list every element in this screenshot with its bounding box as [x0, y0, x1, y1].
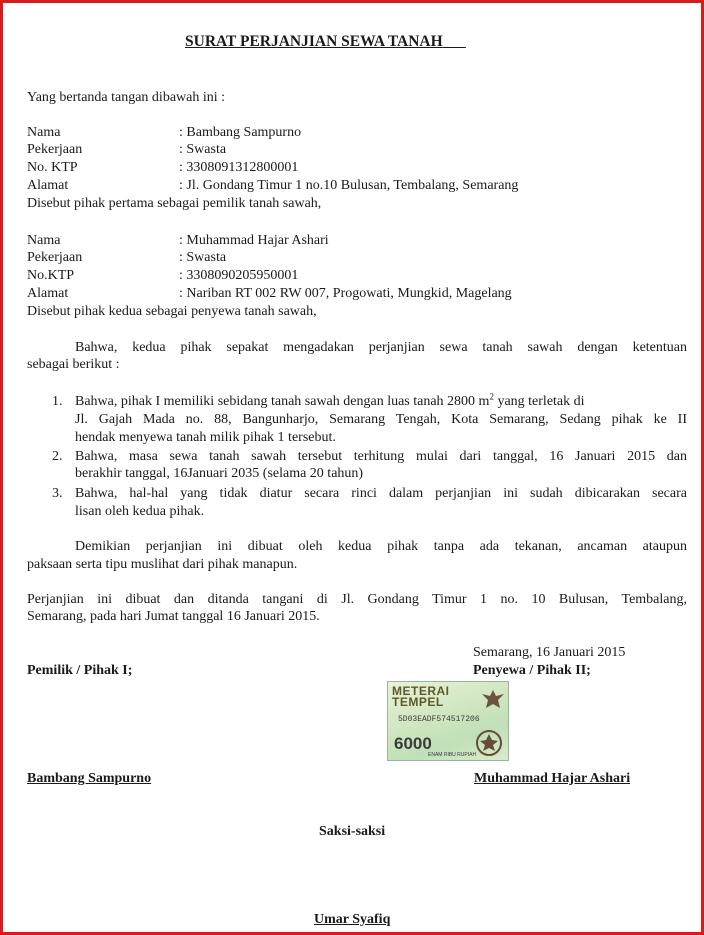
- party1-label-name: Nama: [27, 125, 61, 140]
- date-place: Semarang, 16 Januari 2015: [473, 645, 626, 660]
- witness-heading: Saksi-saksi: [319, 824, 386, 839]
- party2-value-name: : Muhammad Hajar Ashari: [179, 233, 329, 248]
- clause-1-line-2: Jl. Gajah Mada no. 88, Bangunharjo, Semarang Tengah, Kota Semarang, Sedang pihak ke II: [75, 412, 687, 427]
- party1-label-job: Pekerjaan: [27, 142, 83, 157]
- party2-label-address: Alamat: [27, 286, 69, 301]
- party1-value-name: : Bambang Sampurno: [179, 125, 302, 140]
- duty-stamp: [387, 681, 509, 761]
- agreement-line-1: Bahwa, kedua pihak sepakat mengadakan perjanjian sewa tanah sawah dengan ketentuan: [75, 340, 687, 355]
- stamp-heading: METERAI TEMPEL: [392, 684, 450, 709]
- party1-label-ktp: No. KTP: [27, 160, 78, 175]
- party2-value-ktp: : 3308090205950001: [179, 268, 299, 283]
- witness-name: Umar Syafiq: [314, 912, 391, 927]
- party2-role: Disebut pihak kedua sebagai penyewa tanah sawah,: [27, 304, 317, 319]
- party2-label-name: Nama: [27, 233, 61, 248]
- stamp-value: 6000: [394, 734, 432, 753]
- clause-1-number: 1.: [52, 394, 63, 409]
- party2-signature-name: Muhammad Hajar Ashari: [474, 771, 631, 786]
- clause-3-number: 3.: [52, 486, 63, 501]
- place-line-2: Semarang, pada hari Jumat tanggal 16 Januari 2015.: [27, 609, 320, 624]
- party1-value-ktp: : 3308091312800001: [179, 160, 299, 175]
- party1-value-job: : Swasta: [179, 142, 227, 157]
- party2-value-address: : Nariban RT 002 RW 007, Progowati, Mungkid, Magelang: [179, 286, 512, 301]
- agreement-line-2: sebagai berikut :: [27, 357, 120, 372]
- clause-2-number: 2.: [52, 449, 63, 464]
- intro-text: Yang bertanda tangan dibawah ini :: [27, 90, 226, 105]
- party1-value-address: : Jl. Gondang Timur 1 no.10 Bulusan, Tembalang, Semarang: [179, 178, 519, 193]
- clause-2-line-1: Bahwa, masa sewa tanah sawah tersebut terhitung mulai dari tanggal, 16 Januari 2015 dan: [75, 449, 687, 464]
- party1-signature-name: Bambang Sampurno: [27, 771, 152, 786]
- party1-role: Disebut pihak pertama sebagai pemilik tanah sawah,: [27, 196, 322, 211]
- document-title: SURAT PERJANJIAN SEWA TANAH: [185, 33, 443, 50]
- party2-label-ktp: No.KTP: [27, 268, 75, 283]
- stamp-serial: 5D03EADF574517206: [398, 715, 480, 724]
- clause-2-line-2: berakhir tanggal, 16Januari 2035 (selama 20 tahun): [75, 466, 364, 481]
- stamp-caption: ENAM RIBU RUPIAH: [428, 752, 477, 758]
- closing-line-2: paksaan serta tipu muslihat dari pihak manapun.: [27, 557, 298, 572]
- clause-3-line-2: lisan oleh kedua pihak.: [75, 504, 205, 519]
- party2-label-job: Pekerjaan: [27, 250, 83, 265]
- party1-signature-role: Pemilik / Pihak I;: [27, 663, 133, 678]
- closing-line-1: Demikian perjanjian ini dibuat oleh kedua pihak tanpa ada tekanan, ancaman ataupun: [75, 539, 687, 554]
- party1-label-address: Alamat: [27, 178, 69, 193]
- stamp-seal-icon: [474, 728, 504, 758]
- clause-1-line-1: Bahwa, pihak I memiliki sebidang tanah sawah dengan luas tanah 2800 $m^2$ yang terletak di: [75, 391, 585, 409]
- place-line-1: Perjanjian ini dibuat dan ditanda tangani di Jl. Gondang Timur 1 no. 10 Bulusan, Tembalang,: [27, 592, 687, 607]
- clause-1-line-3: hendak menyewa tanah milik pihak 1 tersebut.: [75, 430, 336, 445]
- party2-value-job: : Swasta: [179, 250, 227, 265]
- clause-3-line-1: Bahwa, hal-hal yang tidak diatur secara rinci dalam perjanjian ini sudah dibicarakan secara: [75, 486, 687, 501]
- party2-signature-role: Penyewa / Pihak II;: [473, 663, 591, 678]
- superscript-2: 2: [489, 391, 494, 402]
- garuda-emblem-icon: [480, 688, 506, 712]
